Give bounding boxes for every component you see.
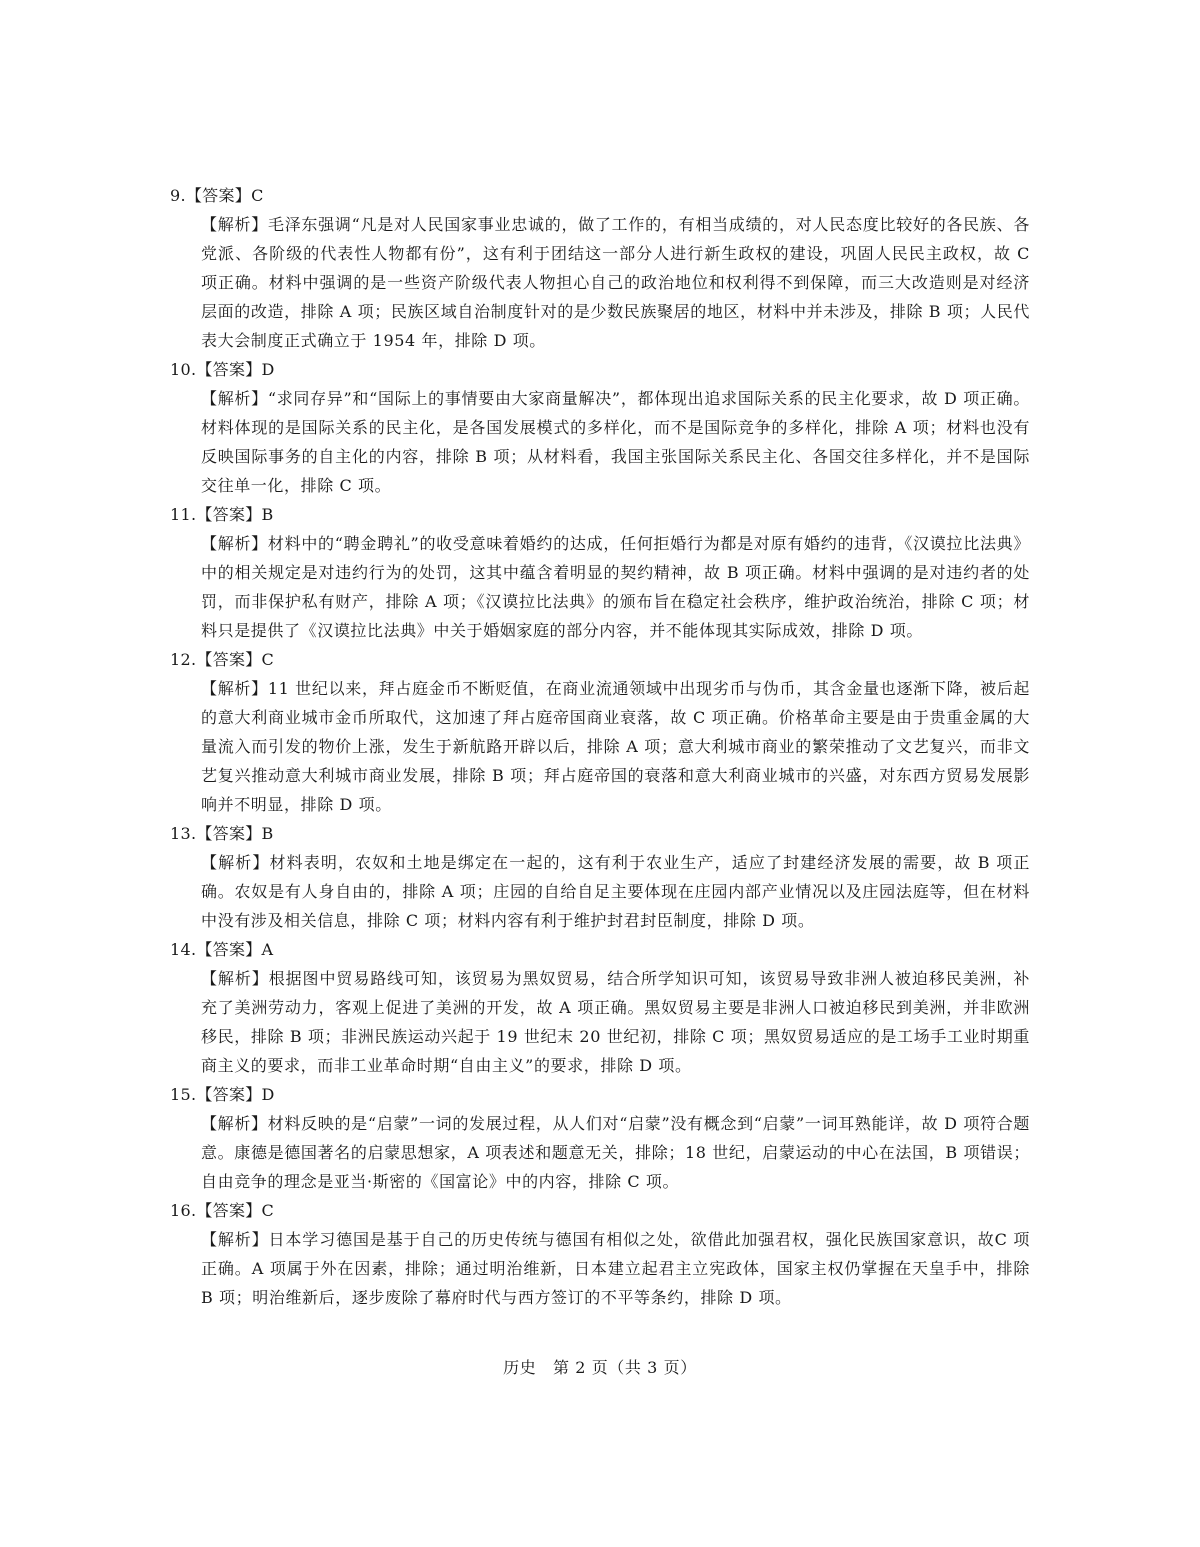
answer-key: 15.【答案】D: [170, 1085, 275, 1104]
analysis-text: 【解析】“求同存异”和“国际上的事情要由大家商量解决”，都体现出追求国际关系的民主化要求，故 D 项正确。材料体现的是国际关系的民主化，是各国发展模式的多样化，而不是国际竞争的多样化，排除 A 项；材料也没有反映国际事务的自主化的内容，排除 B 项；从材料看，我国主张国际关系民主化、各国交往多样化，并不是国际交往单一化，排除 C 项。: [201, 389, 1030, 495]
answer-key: 10.【答案】D: [170, 360, 275, 379]
answer-item-12: [170, 645, 1030, 819]
analysis-text: 【解析】11 世纪以来，拜占庭金币不断贬值，在商业流通领域中出现劣币与伪币，其含金量也逐渐下降，被后起的意大利商业城市金币所取代，这加速了拜占庭帝国商业衰落，故 C 项正确。价格革命主要是由于贵重金属的大量流入而引发的物价上涨，发生于新航路开辟以后，排除 A 项；意大利城市商业的繁荣推动了文艺复兴，而非文艺复兴推动意大利城市商业发展，排除 B 项；拜占庭帝国的衰落和意大利商业城市的兴盛，对东西方贸易发展影响并不明显，排除 D 项。: [201, 679, 1030, 814]
analysis-text: 【解析】根据图中贸易路线可知，该贸易为黑奴贸易，结合所学知识可知，该贸易导致非洲人被迫移民美洲，补充了美洲劳动力，客观上促进了美洲的开发，故 A 项正确。黑奴贸易主要是非洲人口被迫移民到美洲，并非欧洲移民，排除 B 项；非洲民族运动兴起于 19 世纪末 20 世纪初，排除 C 项；黑奴贸易适应的是工场手工业时期重商主义的要求，而非工业革命时期“自由主义”的要求，排除 D 项。: [201, 969, 1030, 1075]
answer-list: [170, 181, 1030, 1312]
answer-item-11: [170, 500, 1030, 645]
answer-key: 9.【答案】C: [170, 186, 264, 205]
answer-key: 12.【答案】C: [170, 650, 275, 669]
answer-key: 14.【答案】A: [170, 940, 274, 959]
answer-item-10: [170, 355, 1030, 500]
answer-key: 13.【答案】B: [170, 824, 274, 843]
answer-item-14: [170, 935, 1030, 1080]
analysis-text: 【解析】毛泽东强调“凡是对人民国家事业忠诚的，做了工作的，有相当成绩的，对人民态度比较好的各民族、各党派、各阶级的代表性人物都有份”，这有利于团结这一部分人进行新生政权的建设，巩固人民民主政权，故 C 项正确。材料中强调的是一些资产阶级代表人物担心自己的政治地位和权利得不到保障，而三大改造则是对经济层面的改造，排除 A 项；民族区域自治制度针对的是少数民族聚居的地区，材料中并未涉及，排除 B 项；人民代表大会制度正式确立于 1954 年，排除 D 项。: [201, 215, 1030, 350]
answer-key: 16.【答案】C: [170, 1201, 275, 1220]
analysis-text: 【解析】日本学习德国是基于自己的历史传统与德国有相似之处，欲借此加强君权，强化民族国家意识，故C 项正确。A 项属于外在因素，排除；通过明治维新，日本建立起君主立宪政体，国家主权仍掌握在天皇手中，排除 B 项；明治维新后，逐步废除了幕府时代与西方签订的不平等条约，排除 D 项。: [201, 1230, 1030, 1307]
analysis-text: 【解析】材料中的“聘金聘礼”的收受意味着婚约的达成，任何拒婚行为都是对原有婚约的违背，《汉谟拉比法典》中的相关规定是对违约行为的处罚，这其中蕴含着明显的契约精神，故 B 项正确。材料中强调的是对违约者的处罚，而非保护私有财产，排除 A 项；《汉谟拉比法典》的颁布旨在稳定社会秩序，维护政治统治，排除 C 项；材料只是提供了《汉谟拉比法典》中关于婚姻家庭的部分内容，并不能体现其实际成效，排除 D 项。: [201, 534, 1030, 640]
analysis-text: 【解析】材料表明，农奴和土地是绑定在一起的，这有利于农业生产，适应了封建经济发展的需要，故 B 项正确。农奴是有人身自由的，排除 A 项；庄园的自给自足主要体现在庄园内部产业情况以及庄园法庭等，但在材料中没有涉及相关信息，排除 C 项；材料内容有利于维护封君封臣制度，排除 D 项。: [201, 853, 1030, 930]
page-footer: 历史 第 2 页（共 3 页）: [503, 1358, 697, 1377]
answer-item-13: [170, 819, 1030, 935]
answer-item-9: [170, 181, 1030, 355]
answer-item-16: [170, 1196, 1030, 1312]
analysis-text: 【解析】材料反映的是“启蒙”一词的发展过程，从人们对“启蒙”没有概念到“启蒙”一词耳熟能详，故 D 项符合题意。康德是德国著名的启蒙思想家，A 项表述和题意无关，排除；18 世纪，启蒙运动的中心在法国，B 项错误；自由竞争的理念是亚当·斯密的《国富论》中的内容，排除 C 项。: [201, 1114, 1030, 1191]
answer-key: 11.【答案】B: [170, 505, 274, 524]
answer-item-15: [170, 1080, 1030, 1196]
